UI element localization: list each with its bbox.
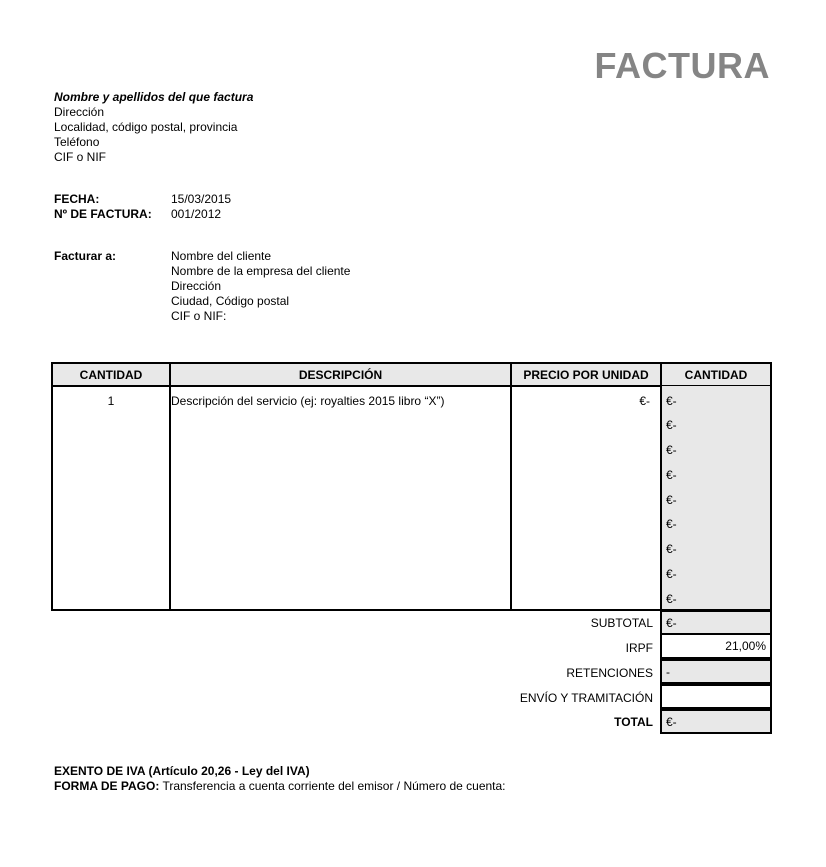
- amount-row-9: €-: [666, 592, 677, 606]
- invoice-number-label: Nº DE FACTURA:: [54, 207, 152, 221]
- total-value: €-: [660, 709, 772, 734]
- retenciones-value: -: [660, 659, 772, 684]
- header-amount: CANTIDAD: [660, 362, 772, 387]
- amount-row-2: €-: [666, 418, 677, 432]
- header-quantity: CANTIDAD: [51, 362, 171, 387]
- envio-value: [660, 684, 772, 709]
- row-unit-price: €-: [639, 394, 650, 408]
- invoice-title: FACTURA: [594, 45, 770, 86]
- column-quantity: [51, 386, 171, 611]
- envio-label: ENVÍO Y TRAMITACIÓN: [519, 691, 653, 705]
- amount-row-8: €-: [666, 567, 677, 581]
- amount-row-4: €-: [666, 468, 677, 482]
- bill-to-label: Facturar a:: [54, 249, 117, 263]
- row-description: Descripción del servicio (ej: royalties 2015 libro “X”): [171, 394, 445, 408]
- sender-name: Nombre y apellidos del que factura: [54, 90, 254, 104]
- date-value: 15/03/2015: [171, 192, 232, 206]
- row-qty: 1: [107, 394, 115, 408]
- invoice-meta: [54, 192, 231, 222]
- sender-phone: Teléfono: [54, 135, 100, 149]
- items-table: [51, 362, 772, 611]
- amount-row-7: €-: [666, 542, 677, 556]
- bill-to-block: [54, 249, 350, 324]
- sender-tax-id: CIF o NIF: [54, 150, 107, 164]
- header-unit-price: PRECIO POR UNIDAD: [510, 362, 662, 387]
- amount-row-3: €-: [666, 443, 677, 457]
- sender-address: Dirección: [54, 105, 105, 119]
- payment-value: Transferencia a cuenta corriente del emisor / Número de cuenta:: [162, 779, 506, 793]
- vat-exempt-note: EXENTO DE IVA (Artículo 20,26 - Ley del IVA): [54, 764, 310, 778]
- client-city: Ciudad, Código postal: [171, 294, 290, 308]
- bill-to-lines: [171, 249, 350, 324]
- subtotal-label: SUBTOTAL: [590, 616, 653, 630]
- amount-row-1: €-: [666, 394, 677, 408]
- client-address: Dirección: [171, 279, 222, 293]
- client-company: Nombre de la empresa del cliente: [171, 264, 351, 278]
- client-name: Nombre del cliente: [171, 249, 272, 263]
- column-description: [169, 386, 512, 611]
- total-label: TOTAL: [614, 715, 653, 729]
- date-label: FECHA:: [54, 192, 100, 206]
- column-amount: [660, 386, 772, 611]
- irpf-value: 21,00%: [660, 635, 772, 659]
- amount-row-5: €-: [666, 493, 677, 507]
- client-tax-id: CIF o NIF:: [171, 309, 227, 323]
- payment-label: FORMA DE PAGO:: [54, 779, 160, 793]
- amount-row-6: €-: [666, 517, 677, 531]
- invoice-number-value: 001/2012: [171, 207, 222, 221]
- irpf-label: IRPF: [625, 641, 653, 655]
- footer-block: [54, 764, 506, 794]
- subtotal-value: €-: [660, 610, 772, 635]
- sender-locality: Localidad, código postal, provincia: [54, 120, 238, 134]
- column-unit-price: [510, 386, 662, 611]
- sender-block: [54, 90, 253, 165]
- retenciones-label: RETENCIONES: [566, 666, 653, 680]
- header-description: DESCRIPCIÓN: [169, 362, 512, 387]
